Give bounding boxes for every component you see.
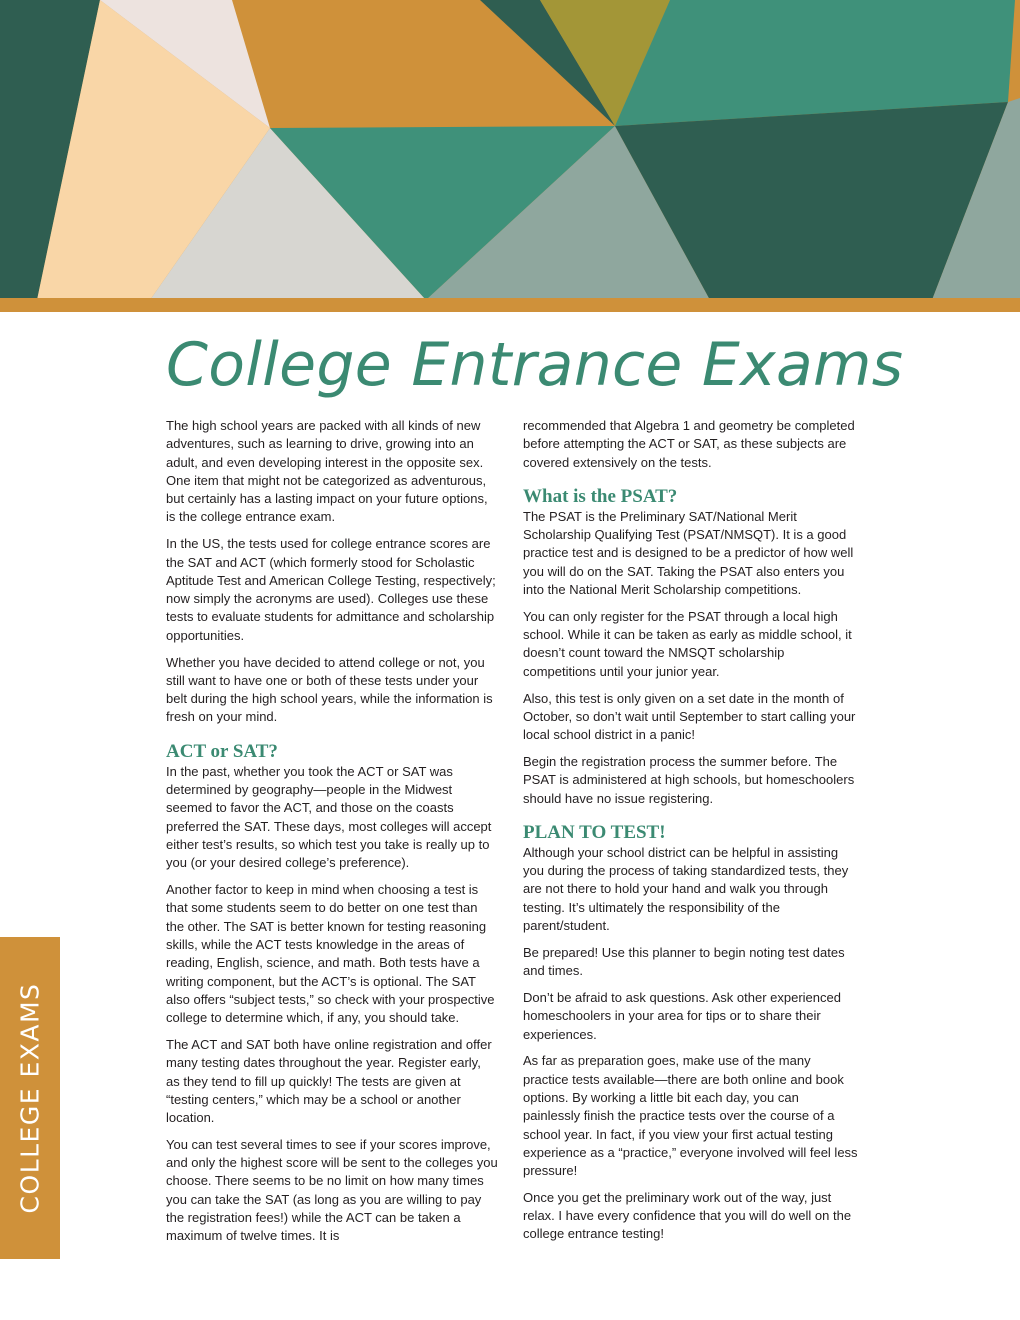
- psat-paragraph-4: Begin the registration process the summer before. The PSAT is administered at high schools, but homeschoolers should have no issue registering.: [523, 753, 855, 806]
- intro-paragraph-1: The high school years are packed with all kinds of new adventures, such as learning to drive, growing into an adult, and even developing interest in the opposite sex. One item that might not be categorized as adventurous, but certainly has a lasting impact on your future options, is the college entrance exam.: [166, 418, 488, 525]
- banner-stripe: [0, 298, 1020, 312]
- psat-heading: What is the PSAT?: [523, 485, 678, 507]
- geometric-banner: [0, 0, 1020, 300]
- continuation-paragraph: recommended that Algebra 1 and geometry be completed before attempting the ACT or SAT, as these subjects are covered extensively on the tests.: [523, 418, 855, 470]
- act-sat-paragraph-3: The ACT and SAT both have online registration and offer many testing dates throughout the year. Register early, as they tend to fill up quickly! The tests are given at “testing centers,” which may be a school or another location.: [166, 1036, 492, 1126]
- side-tab-label: COLLEGE EXAMS: [15, 982, 45, 1214]
- plan-paragraph-2: Be prepared! Use this planner to begin noting test dates and times.: [523, 944, 845, 979]
- plan-paragraph-3: Don’t be afraid to ask questions. Ask other experienced homeschoolers in your area for tips or to share their experiences.: [523, 989, 841, 1042]
- act-sat-paragraph-2: Another factor to keep in mind when choosing a test is that some students seem to do better on one test than the other. The SAT is better known for testing reasoning skills, while the ACT tests knowledge in the areas of reading, English, science, and math. Both tests have a writing component, but the ACT’s is optional. The SAT also offers “subject tests,” so check with your prospective college to determine which, if any, you should take.: [166, 882, 495, 1026]
- plan-paragraph-5: Once you get the preliminary work out of the way, just relax. I have every confidence that you will do well on the college entrance testing!: [523, 1189, 852, 1242]
- act-or-sat-heading: ACT or SAT?: [166, 740, 278, 762]
- psat-paragraph-1: The PSAT is the Preliminary SAT/National Merit Scholarship Qualifying Test (PSAT/NMSQT). It is a good practice test and is designed to be a predictor of how well you will do on the SAT. Taking the PSAT also enters you into the National Merit Scholarship competitions.: [523, 508, 854, 598]
- side-tab: [0, 937, 60, 1259]
- page-title: College Entrance Exams: [166, 330, 904, 400]
- intro-paragraph-3: Whether you have decided to attend college or not, you still want to have one or both of these tests under your belt during the high school years, while the information is fresh on your mind.: [166, 654, 493, 725]
- act-sat-paragraph-1: In the past, whether you took the ACT or SAT was determined by geography—people in the Midwest seemed to favor the ACT, and those on the coasts preferred the SAT. These days, most colleges will accept either test’s results, so which test you take is really up to you (or your desired college’s preference).: [166, 763, 492, 871]
- left-column: [166, 417, 498, 1254]
- intro-paragraph-2: In the US, the tests used for college entrance scores are the SAT and ACT (which formerly stood for Scholastic Aptitude Test and American College Testing, respectively; now simply the acronyms are used). Colleges use these tests to evaluate students for admittance and scholarship opportunities.: [166, 536, 496, 643]
- psat-paragraph-3: Also, this test is only given on a set date in the month of October, so don’t wait until September to start calling your local school district in a panic!: [523, 690, 856, 743]
- right-column: [523, 417, 859, 1252]
- act-sat-paragraph-4: You can test several times to see if your scores improve, and only the highest score will be sent to the colleges you choose. There seems to be no limit on how many times you can take the SAT (as long as you are willing to pay the registration fees!) while the ACT can be taken a maximum of twelve times. It is: [166, 1136, 498, 1244]
- geometric-banner-art: [0, 0, 1020, 300]
- psat-paragraph-2: You can only register for the PSAT through a local high school. While it can be taken as early as middle school, it doesn’t count toward the NMSQT scholarship competitions until your junior year.: [523, 608, 852, 679]
- plan-to-test-heading: PLAN TO TEST!: [523, 821, 666, 843]
- plan-paragraph-1: Although your school district can be helpful in assisting you during the process of taking standardized tests, they are not there to hold your hand and walk you through testing. It’s ultimately the responsibility of the parent/student.: [523, 844, 849, 934]
- plan-paragraph-4: As far as preparation goes, make use of the many practice tests available—there are both online and book options. By working a little bit each day, you can painlessly finish the practice tests over the course of a school year. In fact, if you view your first actual testing experience as a “practice,” everyone involved will feel less pressure!: [523, 1053, 858, 1179]
